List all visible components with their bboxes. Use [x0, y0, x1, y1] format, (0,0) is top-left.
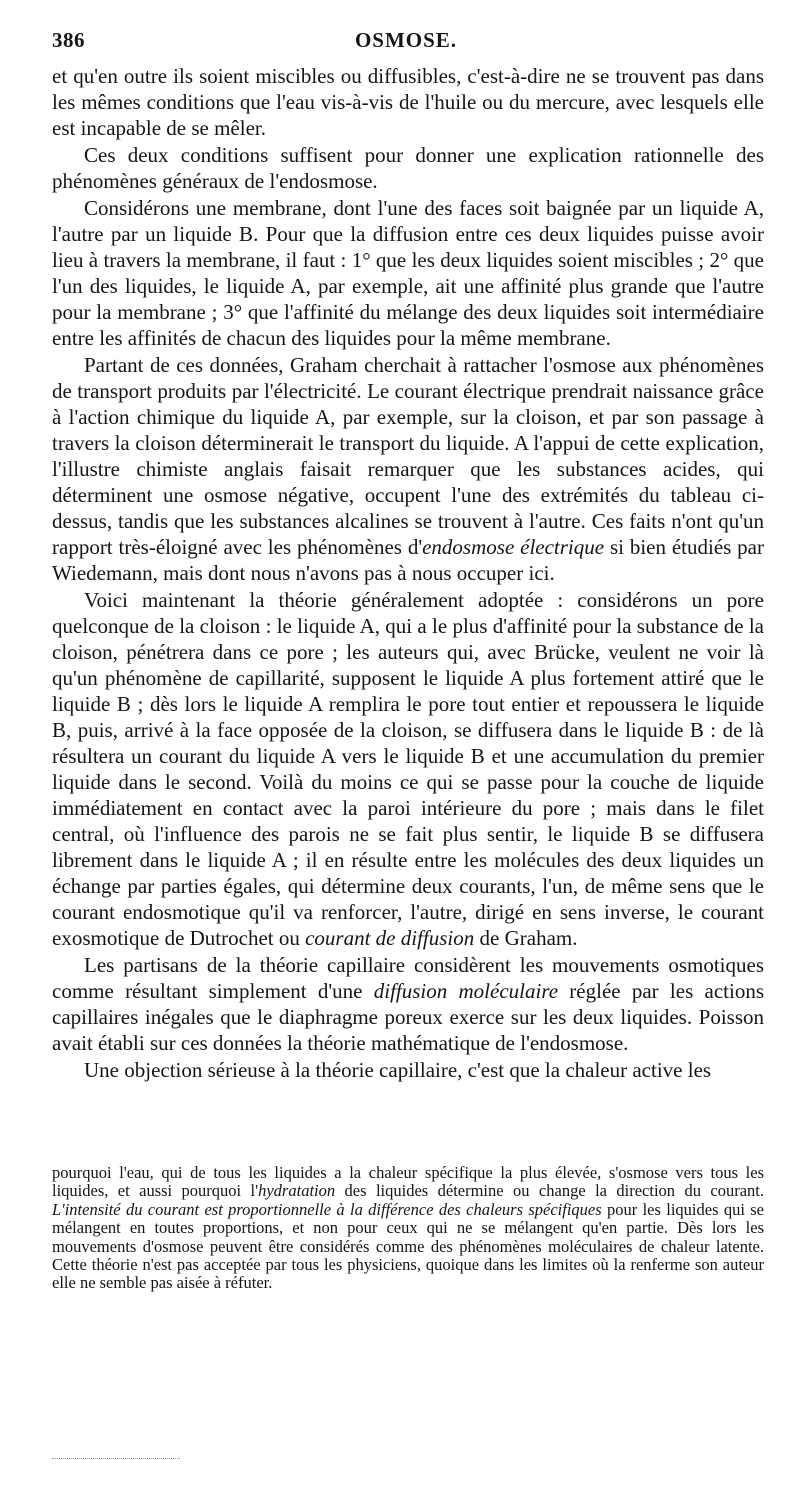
- main-text: [52, 63, 764, 1083]
- italic-term: endosmose électrique: [422, 535, 605, 559]
- italic-term: diffusion moléculaire: [373, 979, 559, 1003]
- paragraph-continued: et qu'en outre ils soient miscibles ou diffusibles, c'est-à-dire ne se trouvent pas dans les mêmes conditions que l'eau vis-à-vis de l'huile ou du mercure, avec lesquels elle est incapable de se mêler.: [52, 64, 764, 140]
- italic-term: hydratation: [258, 1181, 336, 1201]
- page-number: 386: [52, 28, 85, 52]
- paragraph: Partant de ces données, Graham cherchait à rattacher l'osmose aux phénomènes de transport produits par l'électricité. Le courant électrique prendrait naissance grâce à l'action chimique du liquide A, par exemple, sur la cloison, et par son passage à travers la cloison déterminerait le transport du liquide. A l'appui de cette explication, l'illustre chimiste anglais faisait remarquer que les substances acides, qui déterminent une osmose négative, occupent l'une des extrémités du tableau ci-dessus, tandis que les substances alcalines se trouvent à l'autre. Ces faits n'ont qu'un rapport très-éloigné avec les phénomènes d'endosmose électrique si bien étudiés par Wiedemann, mais dont nous n'avons pas à nous occuper ici.: [52, 353, 764, 585]
- paragraph: Ces deux conditions suffisent pour donner une explication rationnelle des phénomènes généraux de l'endosmose.: [52, 143, 764, 193]
- running-title: OSMOSE.: [354, 28, 458, 52]
- paragraph: Une objection sérieuse à la théorie capillaire, c'est que la chaleur active les: [84, 1058, 712, 1082]
- bottom-dotted-rule: [52, 1458, 180, 1459]
- italic-term: courant de diffusion: [305, 926, 475, 950]
- footnote-text: pourquoi l'eau, qui de tous les liquides a la chaleur spécifique la plus élevée, s'osmose vers tous les liquides, et aussi pourquoi l'hydratation des liquides détermine ou change la direction du courant. L'intensité du courant est proportionnelle à la différence des chaleurs spécifiques pour les liquides qui se mélangent en toutes proportions, et non pour ceux qui ne se mélangent qu'en partie. Dès lors les mouvements d'osmose peuvent être considérés comme des phénomènes moléculaires de chaleur latente. Cette théorie n'est pas acceptée par tous les physiciens, quoique dans les limites où la renferme son auteur elle ne semble pas aisée à réfuter.: [52, 1163, 764, 1293]
- paragraph: Voici maintenant la théorie généralement adoptée : considérons un pore quelconque de la cloison : le liquide A, qui a le plus d'affinité pour la substance de la cloison, pénétrera dans ce pore ; les auteurs qui, avec Brücke, veulent ne voir là qu'un phénomène de capillarité, supposent le liquide A plus fortement attiré que le liquide B ; dès lors le liquide A remplira le pore tout entier et repoussera le liquide B, puis, arrivé à la face opposée de la cloison, se diffusera dans le liquide B : de là résultera un courant du liquide A vers le liquide B et une accumulation du premier liquide dans le second. Voilà du moins ce qui se passe pour la couche de liquide immédiatement en contact avec la paroi intérieure du pore ; mais dans le filet central, où l'influence des parois ne se fait plus sentir, le liquide B se diffusera librement dans le liquide A ; il en résulte entre les molécules des deux liquides un échange par parties égales, qui détermine deux courants, l'un, de même sens que le courant endosmotique qu'il va renforcer, l'autre, dirigé en sens inverse, le courant exosmotique de Dutrochet ou courant de diffusion de Graham.: [52, 588, 764, 950]
- page-header: [52, 28, 760, 58]
- paragraph: Considérons une membrane, dont l'une des faces soit baignée par un liquide A, l'autre par un liquide B. Pour que la diffusion entre ces deux liquides puisse avoir lieu à travers la membrane, il faut : 1° que les deux liquides soient miscibles ; 2° que l'un des liquides, le liquide A, par exemple, ait une affinité plus grande que l'autre pour la membrane ; 3° que l'affinité du mélange des deux liquides soit intermédiaire entre les affinités de chacun des liquides pour la même membrane.: [52, 196, 764, 350]
- italic-statement: L'intensité du courant est proportionnelle à la différence des chaleurs spécifiques: [52, 1199, 602, 1219]
- footnote: [52, 1164, 764, 1293]
- paragraph: Les partisans de la théorie capillaire considèrent les mouvements osmotiques comme résultant simplement d'une diffusion moléculaire réglée par les actions capillaires inégales que le diaphragme poreux exerce sur les deux liquides. Poisson avait établi sur ces données la théorie mathématique de l'endosmose.: [52, 953, 764, 1055]
